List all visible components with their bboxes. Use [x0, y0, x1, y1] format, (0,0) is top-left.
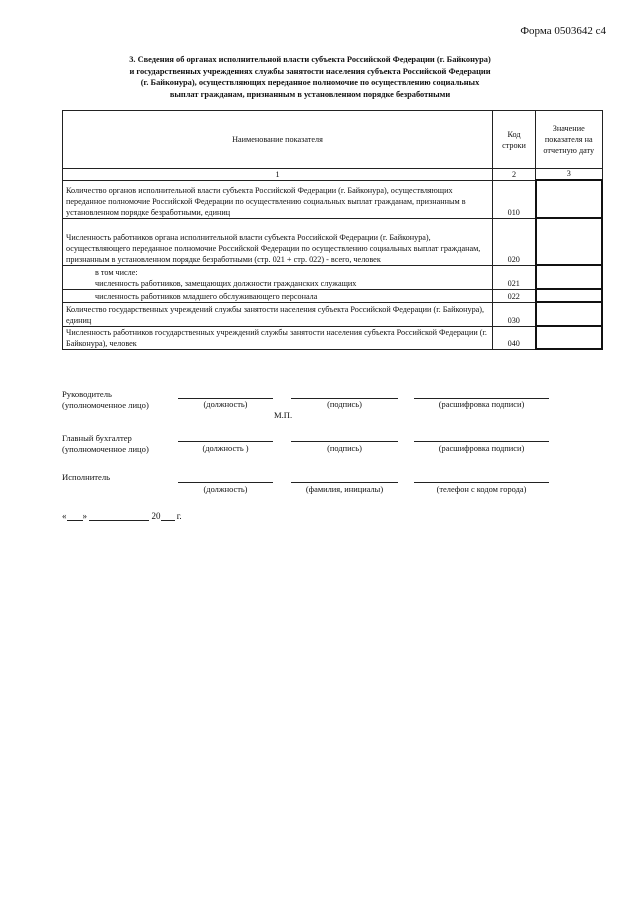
date-line: [62, 511, 182, 521]
heading-line: и государственных учреждениях службы занятости населения субъекта Российской Федерации: [129, 66, 491, 76]
row-value[interactable]: [536, 289, 603, 302]
head-name-line[interactable]: [414, 398, 549, 399]
row-text: численность работников, замещающих должности гражданских служащих: [95, 278, 357, 288]
row-code: 010: [493, 180, 536, 218]
row-text: Количество органов исполнительной власти субъекта Российской Федерации (г. Байконура), осуществляющих переданное полномочие Российской Федерации по осуществлению социальных выплат гражданам, признанным в установленном порядке безработными, единиц: [63, 180, 493, 218]
heading-line: выплат гражданам, признанным в установленном порядке безработными: [169, 89, 451, 99]
executor-phone-line[interactable]: [414, 482, 549, 483]
row-text: Численность работников органа исполнительной власти субъекта Российской Федерации (г. Байконура), осуществляющего переданное полномочие Российской Федерации по осуществлению социальных выплат гражданам, признанным в установленном порядке безработными (стр. 021 + стр. 022) - всего, человек: [63, 218, 493, 265]
year-field[interactable]: [161, 511, 175, 521]
row-text: Численность работников государственных учреждений службы занятости населения субъекта Российской Федерации (г. Байконура), человек: [63, 326, 493, 349]
position-caption: (должность): [203, 400, 248, 409]
accountant-subtitle: (уполномоченное лицо): [62, 444, 149, 454]
table-row: [63, 326, 603, 349]
header-value: Значение показателя на отчетную дату: [536, 111, 603, 169]
initials-caption: (фамилия, инициалы): [305, 485, 384, 494]
section-heading: [60, 54, 560, 100]
column-number: 1: [63, 169, 493, 181]
row-code: 020: [493, 218, 536, 265]
executor-name-line[interactable]: [291, 482, 398, 483]
form-code: Форма 0503642 с4: [520, 25, 606, 37]
head-subtitle: (уполномоченное лицо): [62, 400, 149, 410]
accountant-name-line[interactable]: [414, 441, 549, 442]
row-value[interactable]: [536, 326, 603, 349]
row-value[interactable]: [536, 302, 603, 326]
table-row: [63, 180, 603, 218]
day-field[interactable]: [67, 511, 83, 521]
head-position-line[interactable]: [178, 398, 273, 399]
table-row: [63, 265, 603, 289]
position-caption: (должность): [203, 485, 248, 494]
accountant-label: [62, 433, 149, 455]
name-caption: (расшифровка подписи): [438, 400, 525, 409]
row-code: 022: [493, 289, 536, 302]
row-subheading: в том числе:: [95, 267, 138, 277]
year-prefix: 20: [151, 511, 161, 521]
executor-label: Исполнитель: [62, 472, 111, 482]
name-caption: (расшифровка подписи): [438, 444, 525, 453]
stamp-label: М.П.: [274, 410, 293, 420]
date-open-quote: «: [62, 511, 67, 521]
accountant-title: Главный бухгалтер: [62, 433, 132, 443]
accountant-position-line[interactable]: [178, 441, 273, 442]
row-code: 040: [493, 326, 536, 349]
table-row: [63, 218, 603, 265]
row-code: 030: [493, 302, 536, 326]
header-code: Код строки: [493, 111, 536, 169]
month-field[interactable]: [89, 511, 149, 521]
row-value[interactable]: [536, 265, 603, 289]
column-number: 3: [536, 169, 603, 181]
signature-caption: (подпись): [327, 400, 362, 409]
table-row: [63, 289, 603, 302]
head-signature-line[interactable]: [291, 398, 398, 399]
table-row: [63, 302, 603, 326]
phone-caption: (телефон с кодом города): [436, 485, 527, 494]
head-title: Руководитель: [62, 389, 112, 399]
header-name: Наименование показателя: [63, 111, 493, 169]
indicators-table: [62, 110, 603, 350]
row-text-block: [63, 265, 493, 289]
row-text: Количество государственных учреждений службы занятости населения субъекта Российской Федерации (г. Байконура), единиц: [63, 302, 493, 326]
date-close-quote: »: [82, 511, 87, 521]
row-value[interactable]: [536, 218, 603, 265]
row-code: 021: [493, 265, 536, 289]
row-text: численность работников младшего обслуживающего персонала: [63, 289, 493, 302]
signature-caption: (подпись): [327, 444, 362, 453]
heading-line: 3. Сведения об органах исполнительной власти субъекта Российской Федерации (г. Байконура): [129, 55, 491, 64]
accountant-signature-line[interactable]: [291, 441, 398, 442]
executor-position-line[interactable]: [178, 482, 273, 483]
row-value[interactable]: [536, 180, 603, 218]
year-suffix: г.: [176, 511, 182, 521]
position-caption: (должность ): [202, 444, 249, 453]
head-label: [62, 389, 149, 411]
column-number: 2: [493, 169, 536, 181]
heading-line: (г. Байконура), осуществляющих переданное полномочие по осуществлению социальных: [140, 78, 480, 87]
